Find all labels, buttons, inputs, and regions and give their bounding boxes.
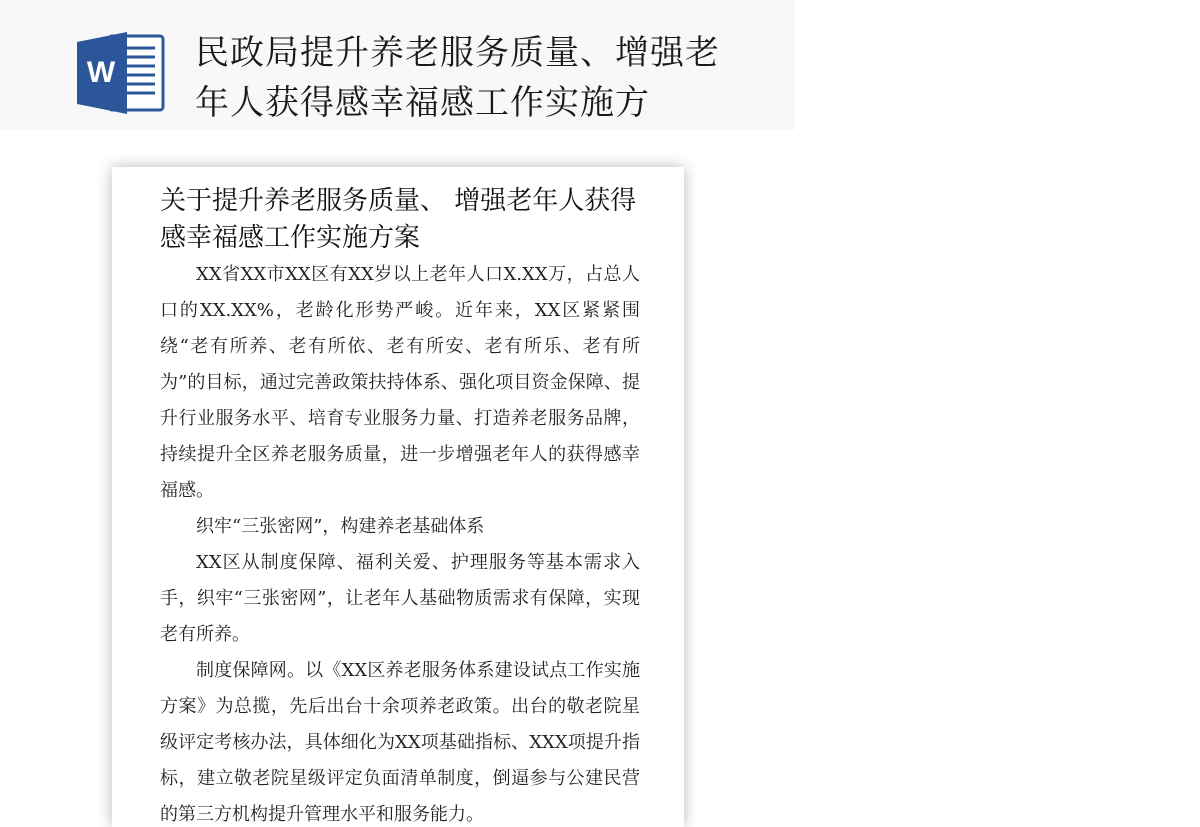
paragraph-section-intro: XX区从制度保障、福利关爱、护理服务等基本需求入手，织牢“三张密网”，让老年人基础物质需求有保障，实现老有所养。	[160, 552, 640, 645]
word-document-icon	[75, 30, 167, 116]
paragraph-intro: XX省XX市XX区有XX岁以上老年人口X.XX万，占总人口的XX.XX%，老龄化形势严峻。近年来，XX区紧紧围绕“老有所养、老有所依、老有所安、老有所乐、老有所为”的目标，通过完善政策扶持体系、强化项目资金保障、提升行业服务水平、培育专业服务力量、打造养老服务品牌，持续提升全区养老服务质量，进一步增强老年人的获得感幸福感。	[160, 264, 640, 501]
file-title: 民政局提升养老服务质量、增强老年人获得感幸福感工作实施方	[195, 33, 720, 123]
section-heading: 织牢“三张密网”，构建养老基础体系	[196, 516, 485, 537]
svg-text:W: W	[86, 56, 116, 89]
document-page	[112, 167, 684, 827]
document-heading: 关于提升养老服务质量、 增强老年人获得感幸福感工作实施方案	[160, 186, 637, 253]
paragraph-policy: 制度保障网。以《XX区养老服务体系建设试点工作实施方案》为总揽，先后出台十余项养老政策。出台的敬老院星级评定考核办法，具体细化为XX项基础指标、XXX项提升指标，建立敬老院星级评定负面清单制度，倒逼参与公建民营的第三方机构提升管理水平和服务能力。	[160, 660, 640, 825]
